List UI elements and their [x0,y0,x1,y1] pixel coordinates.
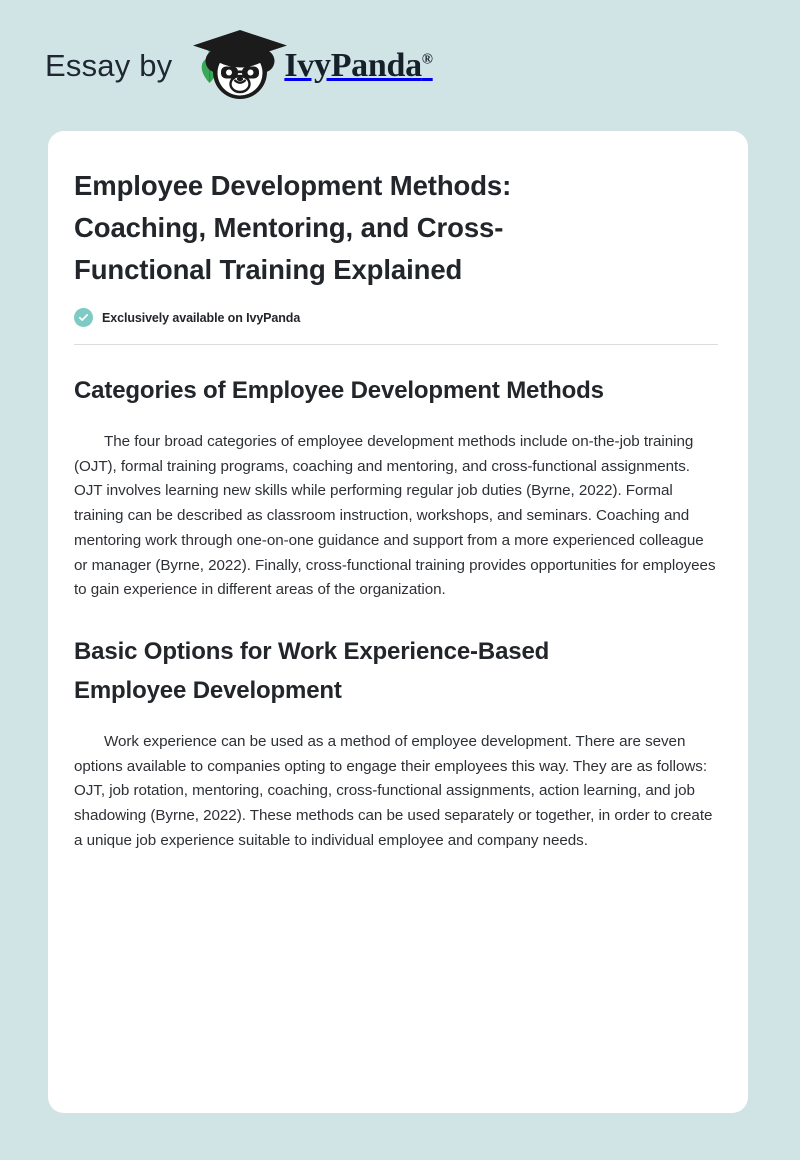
exclusivity-label: Exclusively available on IvyPanda [102,310,301,325]
ivypanda-logo-link[interactable] [188,28,432,104]
brand-header [0,0,800,131]
section-paragraph-categories: The four broad categories of employee development methods include on-the-job training (OJT), formal training programs, coaching and mentoring, and cross-functional assignments. OJT involves learning new skills while performing regular job duties (Byrne, 2022). Formal training can be described as classroom instruction, workshops, and seminars. Coaching and mentoring work through one-on-one guidance and support from a more experienced colleague or manager (Byrne, 2022). Finally, cross-functional training provides opportunities for employees to gain experience in different areas of the organization. [74,433,716,599]
check-circle-icon [74,308,93,327]
title-divider [74,344,718,345]
brand-wordmark [284,46,433,84]
section-paragraph-basic-options: Work experience can be used as a method of employee development. There are seven options available to companies opting to engage their employees this way. They are as follows: OJT, job rotation, mentoring, coaching, cross-functional assignments, action learning, and job shadowing (Byrne, 2022). These methods can be used separately or together, in order to create a unique job experience suitable to individual employee and company needs. [74,732,713,849]
essay-by-label: Essay by [45,48,173,83]
exclusivity-badge [74,308,720,327]
section-heading-basic-options: Basic Options for Work Experience-Based Employee Development [74,637,550,704]
page-title: Employee Development Methods: Coaching, Mentoring, and Cross-Functional Training Explained [74,170,512,285]
brand-name: IvyPanda [284,46,422,84]
essay-card [48,131,748,1113]
essay-card-content [48,131,748,853]
section-heading-categories: Categories of Employee Development Methods [74,377,604,404]
registered-mark: ® [421,51,433,68]
panda-graduate-logo-icon [188,28,292,104]
